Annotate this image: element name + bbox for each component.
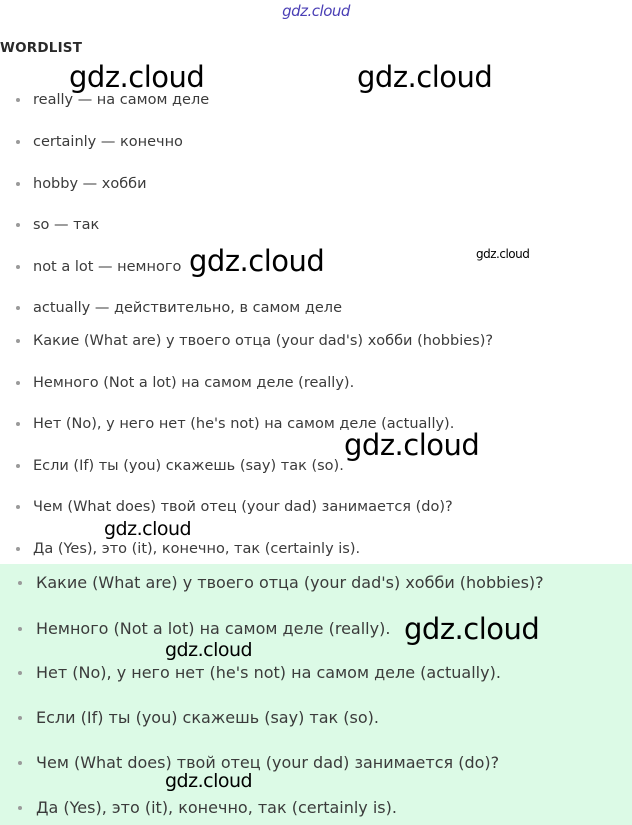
bullet-icon: [16, 464, 20, 468]
bullet-icon: [16, 265, 20, 269]
bullet-icon: [18, 716, 22, 720]
bullet-icon: [18, 761, 22, 765]
site-label: gdz.cloud: [282, 2, 350, 20]
bullet-icon: [16, 140, 20, 144]
watermark: gdz.cloud: [189, 244, 325, 278]
watermark: gdz.cloud: [357, 60, 493, 94]
watermark: gdz.cloud: [104, 518, 192, 540]
watermark: gdz.cloud: [404, 612, 540, 646]
bullet-icon: [18, 581, 22, 585]
watermark: gdz.cloud: [69, 60, 205, 94]
wordlist-heading: WORDLIST: [0, 40, 83, 56]
bullet-icon: [16, 339, 20, 343]
wordlist: really — на самом деле certainly — конечно hobby — хобби so — так not a lot — немного actually — действительно, в самом деле Какие (What are) у твоего отца (your dad's) хобби (hobbies)? Немного (Not a lot) на самом деле (really). Нет (No), у него нет (he's not) на самом деле (actually). Если (If) ты (you) скажешь (say) так (so). Чем (What does) твой отец (your dad) занимается (do)? Да (Yes), это (it), конечно, так (certainly is).: [0, 0, 632, 825]
bullet-icon: [18, 627, 22, 631]
watermark: gdz.cloud: [476, 247, 530, 261]
answer-block: Какие (What are) у твоего отца (your dad's) хобби (hobbies)? Немного (Not a lot) на самом деле (really). Нет (No), у него нет (he's not) на самом деле (actually). Если (If) ты (you) скажешь (say) так (so). Чем (What does) твой отец (your dad) занимается (do)? Да (Yes), это (it), конечно, так (certainly is).: [0, 564, 632, 825]
watermark: gdz.cloud: [165, 639, 253, 661]
bullet-icon: [16, 98, 20, 102]
bullet-icon: [16, 306, 20, 310]
bullet-icon: [16, 182, 20, 186]
bullet-icon: [16, 422, 20, 426]
bullet-icon: [18, 806, 22, 810]
bullet-icon: [16, 223, 20, 227]
bullet-icon: [16, 381, 20, 385]
bullet-icon: [18, 671, 22, 675]
watermark: gdz.cloud: [165, 770, 253, 792]
bullet-icon: [16, 505, 20, 509]
bullet-icon: [16, 547, 20, 551]
watermark: gdz.cloud: [344, 428, 480, 462]
